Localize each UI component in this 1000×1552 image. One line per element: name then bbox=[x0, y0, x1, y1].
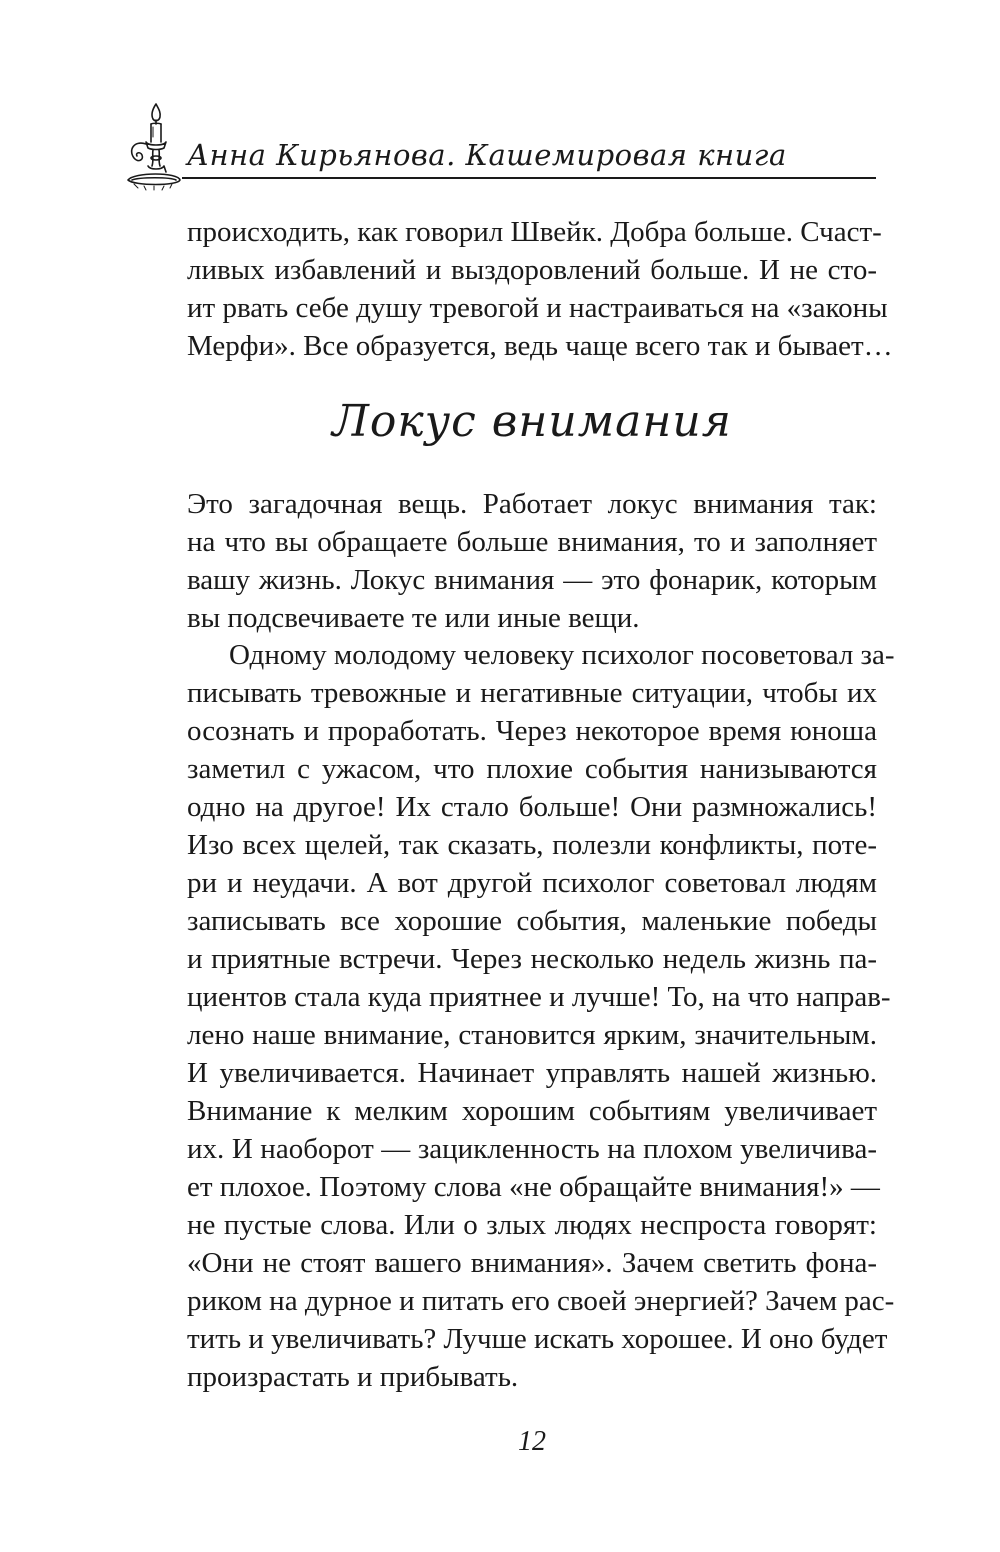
text-line: ливых избавлений и выздоровлений больше. И не сто- bbox=[187, 254, 877, 286]
text-line: риком на дурное и питать его своей энергией? Зачем рас- bbox=[187, 1285, 895, 1317]
running-head-title: Анна Кирьянова. Кашемировая книга bbox=[187, 138, 787, 172]
text-line: писывать тревожные и негативные ситуации, чтобы их bbox=[187, 677, 877, 709]
text-line: циентов стала куда приятнее и лучше! То, на что направ- bbox=[187, 981, 891, 1013]
text-line: «Они не стоят вашего внимания». Зачем светить фона- bbox=[187, 1247, 877, 1279]
text-line: и приятные встречи. Через несколько недель жизнь па- bbox=[187, 943, 877, 975]
text-line: заметил с ужасом, что плохие события нанизываются bbox=[187, 753, 877, 785]
text-line: записывать все хорошие события, маленькие победы bbox=[187, 905, 877, 937]
text-line: Внимание к мелким хорошим событиям увеличивает bbox=[187, 1095, 877, 1127]
text-line: лено наше внимание, становится ярким, значительным. bbox=[187, 1019, 877, 1051]
text-line: И увеличивается. Начинает управлять нашей жизнью. bbox=[187, 1057, 877, 1089]
text-line: происходить, как говорил Швейк. Добра больше. Счаст- bbox=[187, 216, 882, 248]
running-head bbox=[120, 100, 880, 210]
text-line: тить и увеличивать? Лучше искать хорошее. И оно будет bbox=[187, 1323, 888, 1355]
text-line: вашу жизнь. Локус внимания — это фонарик, которым bbox=[187, 564, 877, 596]
text-line: произрастать и прибывать. bbox=[187, 1361, 519, 1393]
text-line: осознать и проработать. Через некоторое время юноша bbox=[187, 715, 877, 747]
paragraph-main bbox=[187, 636, 895, 1396]
text-line: на что вы обращаете больше внимания, то и заполняет bbox=[187, 526, 877, 558]
text-line: вы подсвечиваете те или иные вещи. bbox=[187, 602, 640, 634]
text-line: одно на другое! Их стало больше! Они размножались! bbox=[187, 791, 877, 823]
text-line: ет плохое. Поэтому слова «не обращайте внимания!» — bbox=[187, 1171, 880, 1203]
text-line: не пустые слова. Или о злых людях неспроста говорят: bbox=[187, 1209, 877, 1241]
page-number: 12 bbox=[518, 1426, 546, 1457]
text-line: Это загадочная вещь. Работает локус внимания так: bbox=[187, 488, 877, 520]
candle-icon bbox=[120, 100, 182, 208]
section-heading: Локус внимания bbox=[332, 396, 732, 447]
text-line: ри и неудачи. А вот другой психолог советовал людям bbox=[187, 867, 877, 899]
text-line: Одному молодому человеку психолог посоветовал за- bbox=[229, 639, 895, 671]
running-head-rule bbox=[182, 177, 876, 179]
text-line: ит рвать себе душу тревогой и настраиваться на «законы bbox=[187, 292, 888, 324]
text-line: их. И наоборот — зацикленность на плохом увеличива- bbox=[187, 1133, 877, 1165]
paragraph-continuation bbox=[187, 213, 893, 365]
text-line: Изо всех щелей, так сказать, полезли конфликты, поте- bbox=[187, 829, 877, 861]
text-line: Мерфи». Все образуется, ведь чаще всего так и бывает… bbox=[187, 330, 893, 362]
paragraph-intro bbox=[187, 485, 877, 637]
